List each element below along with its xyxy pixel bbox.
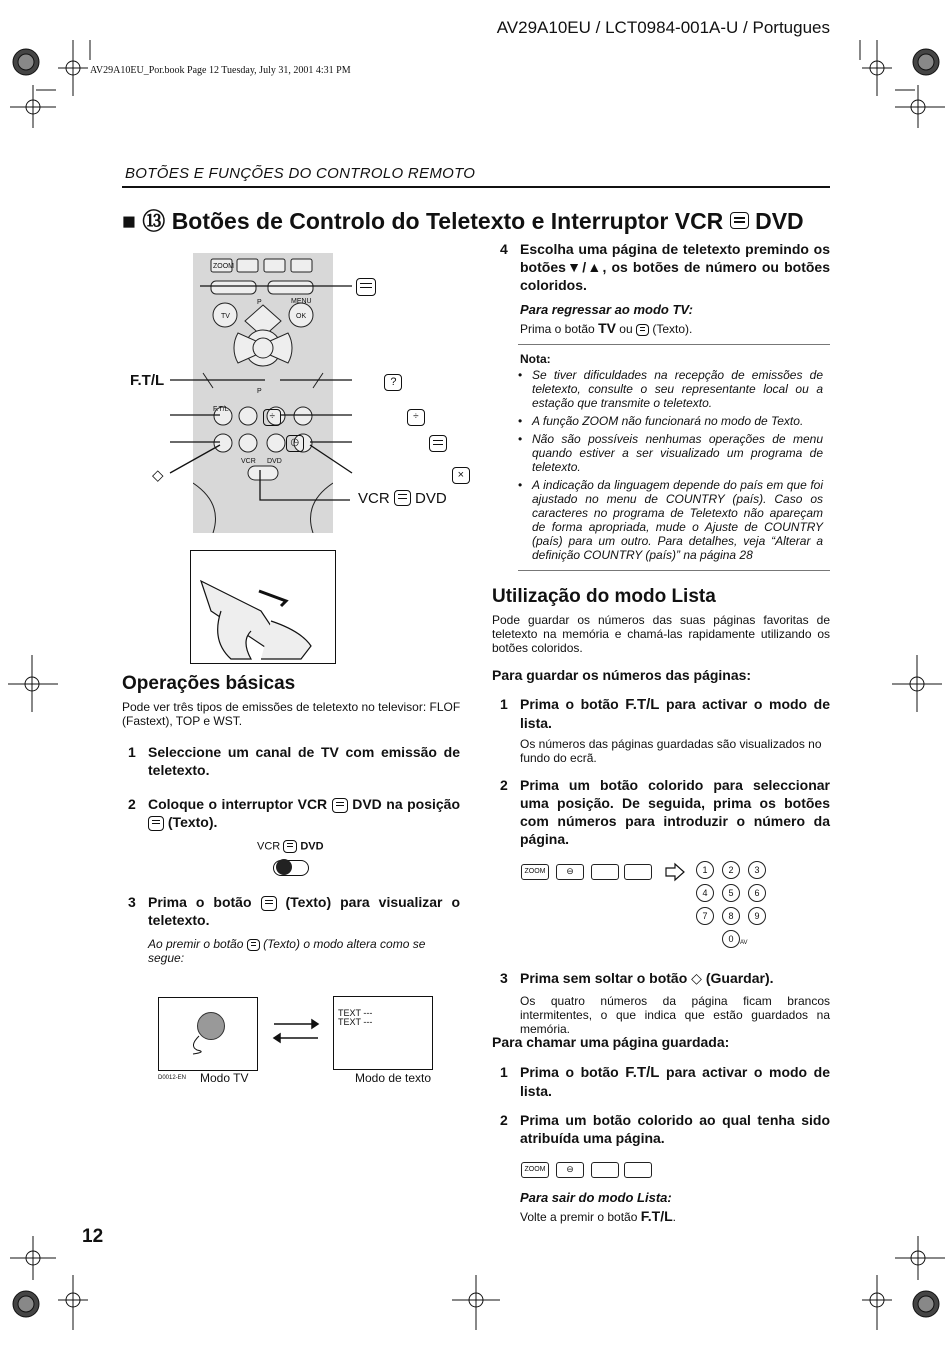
recall-heading: Para chamar uma página guardada: <box>492 1034 730 1050</box>
main-title <box>122 203 804 236</box>
text-mode-screen <box>333 996 433 1070</box>
av-label: AV <box>740 940 748 946</box>
remote-p-down-label: P <box>257 388 262 395</box>
color-button <box>591 1162 619 1178</box>
switch-graphic: VCR DVD <box>257 840 324 853</box>
remote-dvd-small: DVD <box>267 458 282 465</box>
color-button <box>624 1162 652 1178</box>
number-button-3: 3 <box>748 861 766 879</box>
cancel-icon: × <box>452 467 470 484</box>
note-item: • A função ZOOM não funcionará no modo de Texto. <box>518 414 823 428</box>
store-step-3: 3 Prima sem soltar o botão ◇ (Guardar). <box>500 970 774 986</box>
number-button-2: 2 <box>722 861 740 879</box>
tv-mode-screen <box>158 997 258 1071</box>
text-mode-icon <box>247 939 260 951</box>
clock-icon: ◷ <box>286 435 304 452</box>
remote-callout-lines <box>140 270 470 520</box>
book-info-line: AV29A10EU_Por.book Page 12 Tuesday, July 31, 2001 4:31 PM <box>90 65 351 76</box>
note-item: • Não são possíveis nenhumas operações de menu quando estiver a ser visualizado um programa de teletexto. <box>518 432 823 474</box>
note-item: • Se tiver dificuldades na recepção de emissões de teletexto, consulte o seu representante local ou a estação que transmite o teletexto. <box>518 368 823 410</box>
number-button-5: 5 <box>722 884 740 902</box>
number-button-1: 1 <box>696 861 714 879</box>
return-tv-heading: Para regressar ao modo TV: <box>520 302 693 317</box>
page-number: 12 <box>82 1226 104 1247</box>
op-step-4: 4 Escolha uma página de teletexto premindo os botões▼/▲, os botões de número ou botões coloridos. <box>500 241 830 293</box>
remote-zoom-label: ZOOM <box>213 263 234 270</box>
remote-ok-label: OK <box>296 313 307 320</box>
text-mode-icon <box>730 212 749 229</box>
hold-icon: ◇ <box>691 970 702 986</box>
text-mode-icon <box>332 798 348 813</box>
reveal-icon: ? <box>384 374 402 391</box>
recall-step-1: 1 Prima o botão F.T/L para activar o modo de lista. <box>500 1064 831 1099</box>
op-step-2: 2 Coloque o interruptor VCR DVD na posição (Texto). <box>128 796 461 830</box>
remote-vcr-small: VCR <box>241 458 256 465</box>
title-text: Botões de Controlo do Teletexto e Interruptor VCR <box>171 208 724 234</box>
index-icon <box>429 435 447 452</box>
title-text-end: DVD <box>755 208 804 234</box>
size-icon: ÷ <box>407 409 425 426</box>
subpage-icon: ÷ <box>263 409 281 426</box>
store-step-1: 1 Prima o botão F.T/L para activar o modo de lista. <box>500 696 831 731</box>
number-button-9: 9 <box>748 907 766 925</box>
zoom-button: ZOOM <box>521 1162 549 1178</box>
text-mode-icon <box>394 490 411 506</box>
switch-knob <box>276 859 292 875</box>
note-bottom-rule <box>518 570 830 571</box>
note-heading: Nota: <box>520 352 551 366</box>
op-step-3-note: Ao premir o botão (Texto) o modo altera como se segue: <box>148 937 426 965</box>
exit-heading: Para sair do modo Lista: <box>520 1190 672 1205</box>
list-mode-heading: Utilização do modo Lista <box>492 586 716 607</box>
figure-code: D0012-EN <box>158 1075 187 1081</box>
mix-button: ⊖ <box>556 1162 584 1178</box>
remote-p-up-label: P <box>257 299 262 306</box>
mode-arrows <box>272 1018 320 1044</box>
list-mode-intro: Pode guardar os números das suas páginas favoritas de teletexto na memória e chamá-las rapidamente utilizando os botões coloridos. <box>492 613 830 655</box>
number-button-4: 4 <box>696 884 714 902</box>
number-button-8: 8 <box>722 907 740 925</box>
document-code: AV29A10EU / LCT0984-001A-U / Portugues <box>496 18 830 37</box>
color-button <box>624 864 652 880</box>
text-line-1: TEXT --- <box>338 1008 373 1018</box>
return-tv-text: Prima o botão TV ou (Texto). <box>520 320 693 336</box>
vcr-dvd-switch-label: VCR DVD <box>358 490 447 507</box>
note-item: • A indicação da linguagem depende do país em que foi ajustado no menu de COUNTRY (país). Caso os caracteres no programa de Teletexto não apareçam de forma apropriada, mude o Ajuste de COUNTRY (país) para um outro. Para detalhes, veja “Alterar a definição COUNTRY (país)” na página 28 <box>518 478 823 562</box>
hold-icon: ◇ <box>152 467 164 484</box>
tv-mode-caption: Modo TV <box>200 1071 249 1085</box>
hands-illustration <box>190 550 336 664</box>
color-button <box>591 864 619 880</box>
store-step-2: 2 Prima um botão colorido para seleccionar uma posição. De seguida, prima os botões com números para introduzir o número da página. <box>500 777 830 847</box>
number-button-7: 7 <box>696 907 714 925</box>
operations-intro: Pode ver três tipos de emissões de teletexto no televisor: FLOF (Fastext), TOP e WST. <box>122 700 461 728</box>
remote-tv-label: TV <box>221 313 230 320</box>
exit-text: Volte a premir o botão F.T/L. <box>520 1208 676 1224</box>
store-heading: Para guardar os números das páginas: <box>492 667 752 683</box>
switch-track <box>273 860 309 876</box>
ftl-label: F.T/L <box>130 372 165 389</box>
store-step-3-sub: Os quatro números da página ficam brancos intermitentes, o que indica que estão guardados na memória. <box>520 994 830 1036</box>
mix-button: ⊖ <box>556 864 584 880</box>
section-header: BOTÕES E FUNÇÕES DO CONTROLO REMOTO <box>125 165 476 182</box>
store-step-1-sub: Os números das páginas guardadas são visualizados no fundo do ecrã. <box>520 737 822 765</box>
text-mode-icon <box>148 816 164 831</box>
title-marker: ■ <box>122 208 136 234</box>
text-mode-caption: Modo de texto <box>355 1071 432 1085</box>
op-step-1: 1 Seleccione um canal de TV com emissão de teletexto. <box>128 744 460 778</box>
note-list <box>518 368 823 562</box>
text-mode-icon <box>283 840 297 853</box>
text-mode-icon <box>356 278 376 296</box>
zoom-button: ZOOM <box>521 864 549 880</box>
operations-heading: Operações básicas <box>122 673 296 694</box>
op-step-3: 3 Prima o botão (Texto) para visualizar o teletexto. <box>128 894 460 928</box>
remote-ftl-small: F.T/L <box>213 406 229 413</box>
arrow-right-icon <box>664 862 686 882</box>
note-top-rule <box>518 344 830 345</box>
number-button-6: 6 <box>748 884 766 902</box>
text-mode-icon <box>261 896 277 911</box>
text-mode-icon <box>636 324 649 336</box>
title-number: ⑬ <box>142 208 166 234</box>
number-button-0: 0 <box>722 930 740 948</box>
remote-menu-label: MENU <box>291 298 312 305</box>
text-line-2: TEXT --- <box>338 1017 373 1027</box>
recall-step-2: 2 Prima um botão colorido ao qual tenha sido atribuída uma página. <box>500 1112 830 1146</box>
